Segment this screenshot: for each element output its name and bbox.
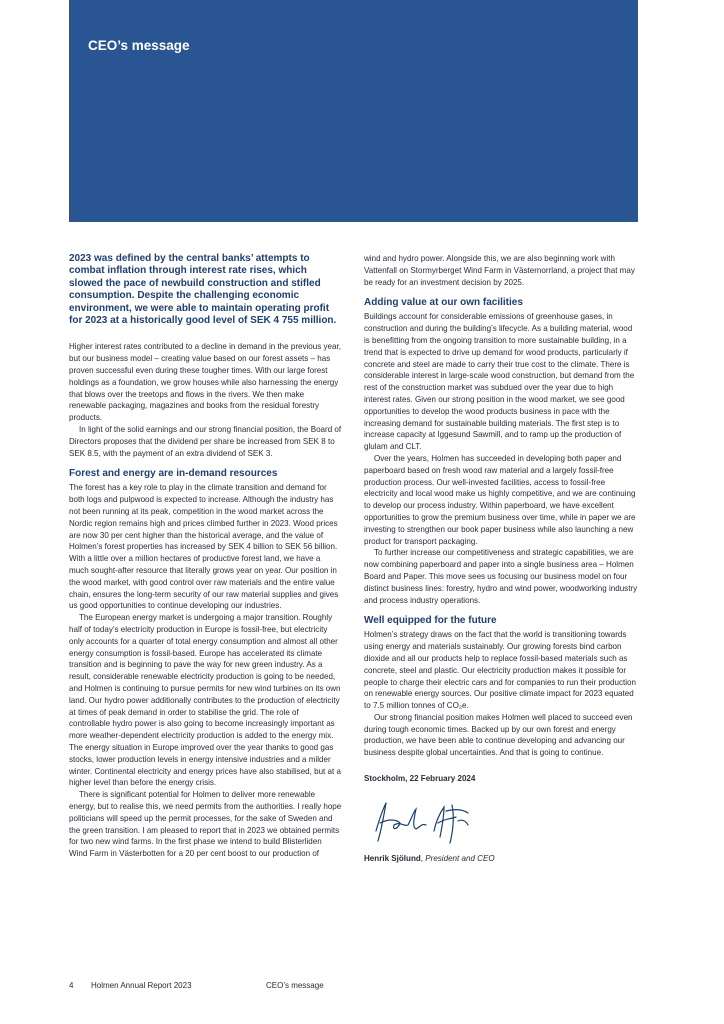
body-paragraph: Higher interest rates contributed to a decline in demand in the previous year, but our business model – creating value based on our forest assets – has proven successful even during these tougher times. With our large forest holdings as a foundation, we grow houses while also harnessing the energy that blows over the treetops and flows in the rivers. We then make renewable packaging, magazines and books from the residual forestry products. [69,342,341,423]
body-paragraph: Our strong financial position makes Holmen well placed to succeed even during tough economic times. Backed up by our own forest and energy production, we have been able to continue developing and advancing our business despite global uncertainties. And that is going to continue. [364,712,633,758]
body-paragraph: In light of the solid earnings and our strong financial position, the Board of Directors proposes that the dividend per share be increased from SEK 8 to SEK 8.5, with the payment of an extra dividend of SEK 3. [69,425,342,458]
body-paragraph: Buildings account for considerable emissions of greenhouse gases, in construction and during the building’s lifecycle. As a building material, wood is benefitting from the ongoing transition to more sustainable building, in a trend that is expected to drive up demand for wood products, particularly if concrete and steel are made to carry their true cost to the climate. There is considerable interest in large-scale wood construction, but demand from the rest of the construction market was subdued over the year due to high interest rates. Given our strong position in the wood market, we see good opportunities to develop the wood products business in pace with the increasing demand for sustainable building materials. The first step is to increase capacity at Iggesund Sawmill, and to ramp up the production of glulam and CLT. [364,312,635,452]
signer-title: President and CEO [425,853,495,863]
footer-section-name: CEO’s message [266,981,324,990]
page-title: CEO’s message [88,38,190,53]
signer [364,853,638,865]
body-paragraph: To further increase our competitiveness and strategic capabilities, we are now combining paperboard and paper into a single business area – Holmen Board and Paper. This move sees us focusing our business model on four distinct business lines: forestry, hydro and wind power, woodworking industry and process industry operations. [364,548,638,605]
handwritten-signature-icon [370,797,480,849]
footer-report-name: Holmen Annual Report 2023 [91,981,192,990]
page-number: 4 [69,981,74,990]
body-paragraph: The European energy market is undergoing a major transition. Roughly half of today’s electricity production in Europe is fossil-free, but electricity only accounts for a quarter of total energy consumption and almost all other energy consumption is fossil-based. Europe has accelerated its climate transition and is beginning to pave the way for new green industry. As a result, considerable renewable electricity production is going to be needed, and Holmen is continuing to pursue permits for new wind turbines on its own land. Our hydro power additionally contributes to the production of electricity at times of peak demand in order to stabilise the grid. The role of controllable hydro power is also going to become increasingly important as more weather-dependent electricity production is added to the energy mix. The energy situation in Europe improved over the year thanks to good gas stocks, lower production levels in energy intensive industries and a milder winter. Continental electricity and energy prices have also stabilised, but at a higher level than before the energy crisis. [69,613,341,788]
left-column [69,253,342,860]
lead-paragraph: 2023 was defined by the central banks’ attempts to combat inflation through interest rate rises, which slowed the pace of newbuild construction and stifled consumption. Despite the challenging economic environment, we were able to maintain operating profit for 2023 at a historically good level of SEK 4 755 million. [69,253,337,327]
header-banner [69,0,638,222]
section-heading-adding-value: Adding value at our own facilities [364,297,523,309]
body-paragraph: There is significant potential for Holmen to deliver more renewable energy, but to realise this, we need permits from the authorities. I really hope politicians will speed up the permit processes, for the sake of Sweden and the green transition. I am pleased to report that in 2023 we obtained permits for two new wind farms. In the first phase we intend to build Blisterliden Wind Farm in Västerbotten for a 20 per cent boost to our production of [69,790,342,859]
body-paragraph: Over the years, Holmen has succeeded in developing both paper and paperboard based on fresh wood raw material and a largely fossil-free production process. Our well-invested facilities, access to fossil-free electricity and local wood make us highly competitive, and we are continuing to develop our process industry. Within paperboard, we have excellent opportunities to grow the premium business over time, while in paper we are investing to strengthen our book paper business while also launching a new product for transport packaging. [364,453,636,546]
section-heading-well-equipped: Well equipped for the future [364,615,497,627]
body-paragraph: The forest has a key role to play in the climate transition and demand for both logs and pulpwood is expected to increase. Although the industry has not been running at its peak, competition in the wood market across the Nordic region remains high and prices climbed further in 2023. Wood prices are now 30 per cent higher than the historical average, and the value of Holmen’s forest properties has increased by SEK 4 billion to SEK 56 billion. With a little over a million hectares of productive forest land, we have a much sought-after resource that literally grows year on year. Our position in the wood market, with good control over raw materials and the entire value chain, ensures the long-term security of our raw material supplies and gives us good opportunities to continue developing our industries. [69,483,339,611]
body-paragraph: Holmen’s strategy draws on the fact that the world is transitioning towards using energy and materials sustainably. Our growing forests bind carbon dioxide and all our products help to replace fossil-based materials such as concrete, steel and plastic. Our electricity production makes it possible for people to charge their electric cars and for companies to run their production on renewable energy sources. Our positive climate impact for 2023 equated to 7.5 million tonnes of CO₂e. [364,630,636,711]
section-heading-forest-energy: Forest and energy are in-demand resources [69,468,278,480]
body-paragraph: wind and hydro power. Alongside this, we are also beginning work with Vattenfall on Stormyrberget Wind Farm in Västernorrland, a project that may be ready for an investment decision by 2025. [364,254,635,287]
place-and-date: Stockholm, 22 February 2024 [364,774,476,784]
signature-image [370,797,638,849]
signer-separator: , [420,853,426,863]
signer-name: Henrik Sjölund [364,853,421,863]
right-column [364,253,638,865]
